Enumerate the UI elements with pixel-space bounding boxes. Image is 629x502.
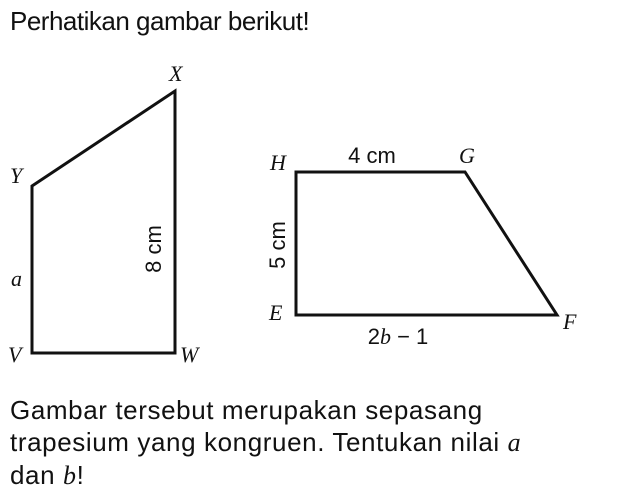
question-line-3 bbox=[10, 459, 620, 492]
vertex-y-label: Y bbox=[10, 163, 23, 188]
side-hg-label: 4 cm bbox=[348, 143, 396, 168]
vertex-h-label: H bbox=[270, 150, 286, 175]
vertex-g-label: G bbox=[459, 143, 475, 168]
vertex-e-label: E bbox=[269, 300, 283, 325]
trapezoid-vwxy bbox=[8, 61, 200, 367]
side-ef-suffix: − 1 bbox=[390, 324, 429, 349]
question-line-3-text: dan bbox=[10, 460, 56, 490]
instruction-text: Perhatikan gambar berikut! bbox=[10, 6, 310, 36]
trapezoid-vwxy-shape bbox=[32, 91, 175, 353]
question-line-1: Gambar tersebut merupakan sepasang bbox=[10, 395, 483, 425]
side-ef-variable: b bbox=[379, 324, 391, 349]
question-line-2 bbox=[10, 426, 620, 459]
variable-a: a bbox=[507, 428, 522, 457]
question-line-2-text: trapesium yang kongruen. Tentukan nilai bbox=[10, 427, 500, 457]
vertex-f-label: F bbox=[563, 309, 577, 334]
side-yv-label: a bbox=[11, 266, 22, 291]
vertex-v-label: V bbox=[8, 342, 22, 367]
side-he-label: 5 cm bbox=[265, 221, 290, 269]
side-xw-label: 8 cm bbox=[141, 225, 166, 273]
variable-b: b bbox=[63, 461, 77, 490]
vertex-x-label: X bbox=[169, 61, 183, 86]
trapezoid-efgh-shape bbox=[296, 172, 557, 315]
side-ef-prefix: 2 bbox=[367, 324, 380, 349]
vertex-w-label: W bbox=[180, 342, 199, 367]
question-line-3-suffix: ! bbox=[76, 460, 85, 490]
question-text bbox=[10, 394, 620, 492]
trapezoid-efgh bbox=[265, 143, 577, 349]
side-ef-label bbox=[368, 324, 429, 349]
